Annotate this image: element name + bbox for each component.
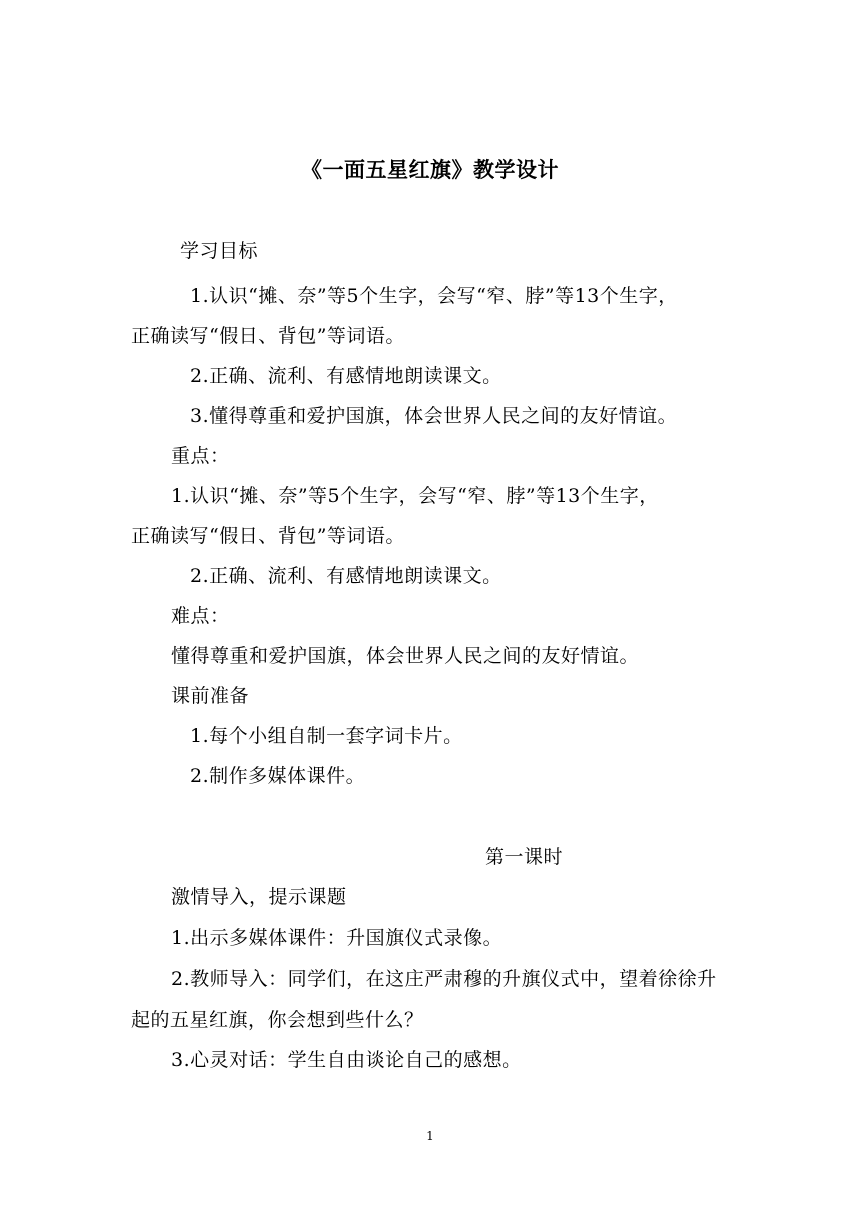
objective-1-line1: 1.认识“摊、奈”等5个生字，会写“窄、脖”等13个生字，: [190, 285, 678, 307]
key-point-1-line1: 1.认识“摊、奈”等5个生字，会写“窄、脖”等13个生字，: [171, 485, 659, 507]
difficulty-heading: 难点：: [171, 605, 230, 627]
difficulty-text: 懂得尊重和爱护国旗，体会世界人民之间的友好情谊。: [171, 645, 640, 667]
preparation-2: 2.制作多媒体课件。: [190, 765, 366, 787]
page-number: 1: [426, 1129, 434, 1143]
preparation-1: 1.每个小组自制一套字词卡片。: [190, 725, 463, 747]
objective-3: 3.懂得尊重和爱护国旗，体会世界人民之间的友好情谊。: [190, 405, 678, 427]
objectives-heading: 学习目标: [180, 240, 259, 262]
step-2-line2: 起的五星红旗，你会想到些什么？: [131, 1009, 424, 1031]
key-point-1-line2: 正确读写“假日、背包”等词语。: [131, 525, 405, 547]
key-point-2: 2.正确、流利、有感情地朗读课文。: [190, 565, 502, 587]
step-3: 3.心灵对话：学生自由谈论自己的感想。: [171, 1049, 522, 1071]
lesson-heading: 第一课时: [485, 846, 564, 868]
document-title: 《一面五星红旗》教学设计: [301, 158, 559, 182]
step-2-line1: 2.教师导入：同学们，在这庄严肃穆的升旗仪式中，望着徐徐升: [171, 968, 717, 990]
key-points-heading: 重点：: [171, 445, 230, 467]
step-1: 1.出示多媒体课件：升国旗仪式录像。: [171, 927, 503, 949]
objective-2: 2.正确、流利、有感情地朗读课文。: [190, 365, 502, 387]
intro-heading: 激情导入，提示课题: [171, 886, 347, 908]
objective-1-line2: 正确读写“假日、背包”等词语。: [131, 325, 405, 347]
preparation-heading: 课前准备: [171, 685, 250, 707]
